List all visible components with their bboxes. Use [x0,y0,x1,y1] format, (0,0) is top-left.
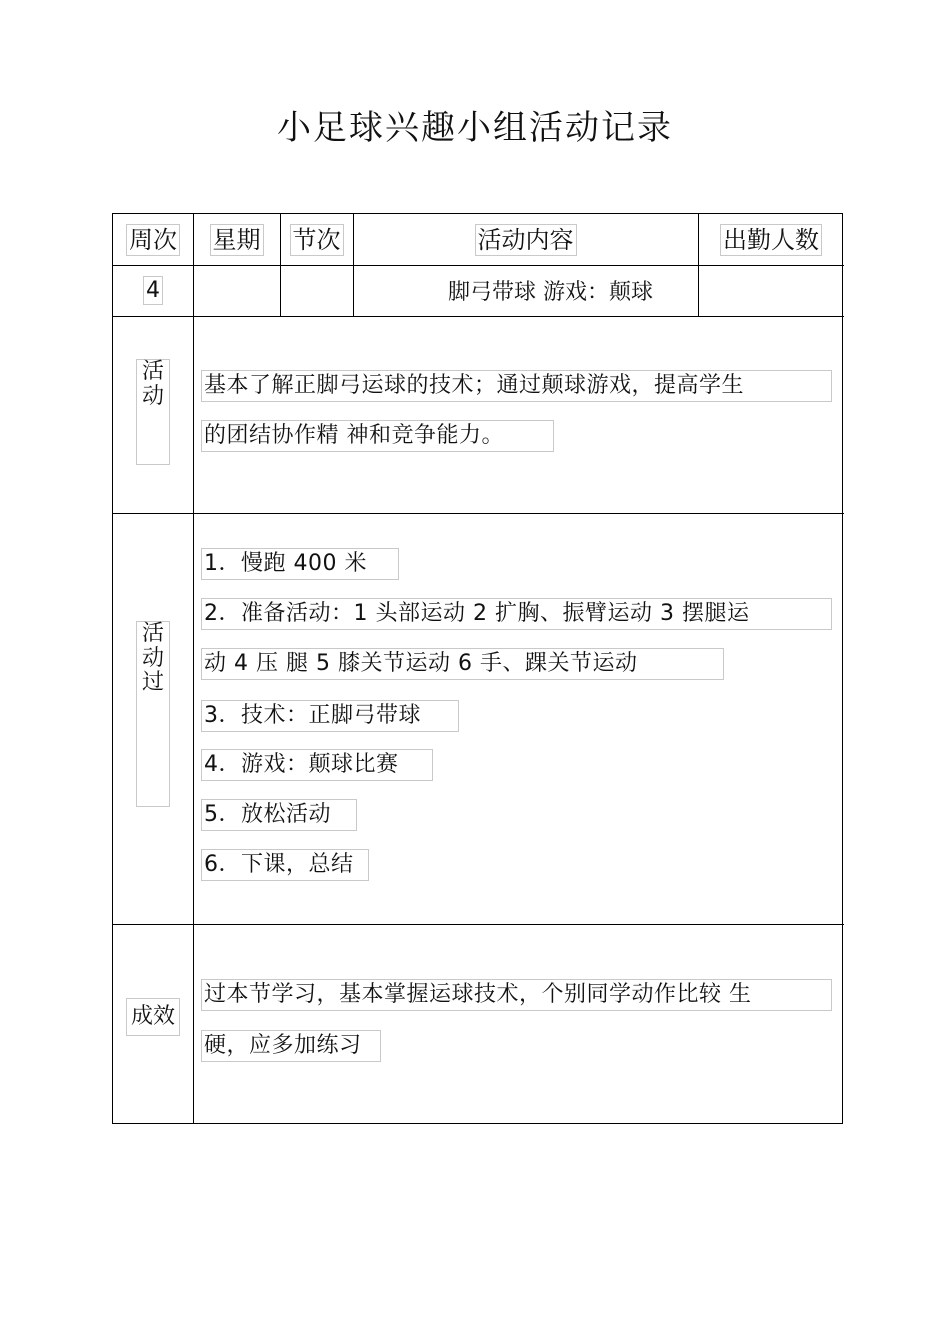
process-line: 2．准备活动：1 头部运动 2 扩胸、振臂运动 3 摆腿运 [201,598,832,630]
row-divider [113,316,844,317]
result-line: 过本节学习，基本掌握运球技术，个别同学动作比较 生 [201,979,832,1011]
header-week: 周次 [126,224,180,256]
header-period-cell [280,214,353,265]
row-content-cell [353,265,698,316]
result-line: 硬，应多加练习 [201,1030,381,1062]
header-content-cell [353,214,698,265]
row-week: 4 [143,276,163,306]
row-divider [113,513,844,514]
header-weekday: 星期 [210,224,264,256]
process-line: 6．下课，总结 [201,849,369,881]
header-weekday-cell [193,214,280,265]
process-line: 5．放松活动 [201,799,357,831]
process-label: 活动过 [136,621,170,807]
process-line: 1．慢跑 400 米 [201,548,399,580]
row-attendance-cell [698,265,844,316]
header-attendance: 出勤人数 [720,224,822,256]
page-title: 小足球兴趣小组活动记录 [277,108,673,148]
process-line: 3．技术：正脚弓带球 [201,700,459,732]
header-attendance-cell [698,214,844,265]
process-line: 动 4 压 腿 5 膝关节运动 6 手、踝关节运动 [201,648,724,680]
column-divider [193,214,194,1123]
goal-line: 基本了解正脚弓运球的技术；通过颠球游戏，提高学生 [201,370,832,402]
row-period-cell [280,265,353,316]
goal-label: 活动 [136,359,170,465]
row-divider [113,924,844,925]
row-week-cell [113,265,193,316]
header-period: 节次 [290,224,344,256]
result-label: 成效 [126,998,180,1036]
header-week-cell [113,214,193,265]
row-weekday-cell [193,265,280,316]
header-content: 活动内容 [475,224,577,256]
goal-line: 的团结协作精 神和竞争能力。 [201,420,554,452]
process-line: 4．游戏：颠球比赛 [201,749,433,781]
row-content: 脚弓带球 游戏：颠球 [448,280,653,305]
